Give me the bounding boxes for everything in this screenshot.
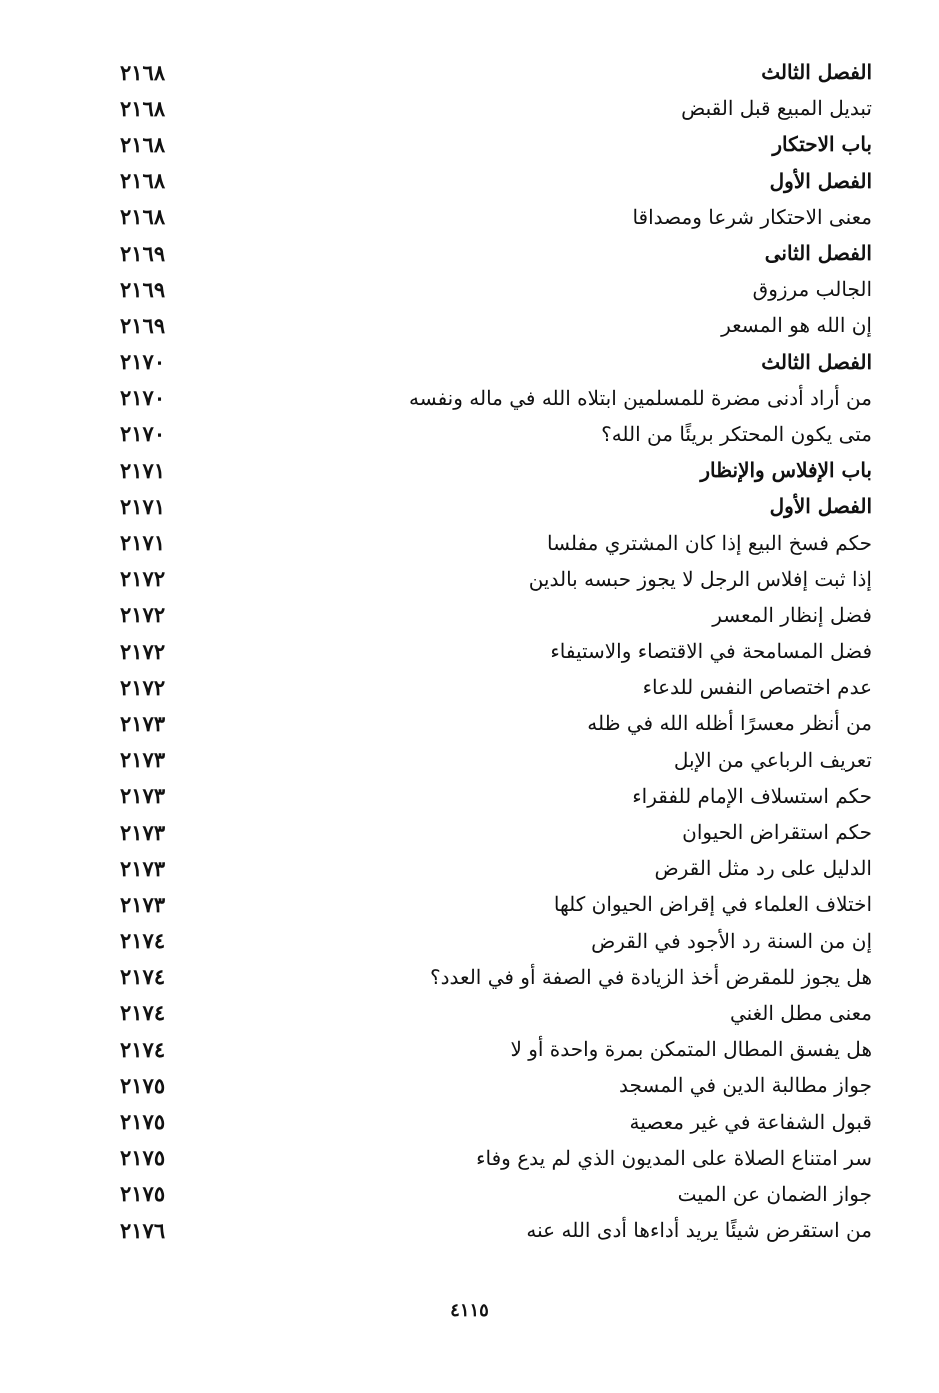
toc-row: [120, 54, 872, 90]
toc-page-number: ٢١٧٣: [120, 855, 166, 881]
toc-row: [120, 959, 872, 995]
table-of-contents: [120, 54, 872, 1248]
toc-row: [120, 995, 872, 1031]
toc-row: [120, 1031, 872, 1067]
toc-row: [120, 488, 872, 524]
toc-entry-title: إن الله هو المسعر: [721, 313, 872, 338]
toc-page-number: ٢١٧٥: [120, 1109, 166, 1135]
toc-page-number: ٢١٧٣: [120, 891, 166, 917]
page-number: ٤١١٥: [450, 1300, 489, 1321]
toc-page-number: ٢١٦٨: [120, 131, 166, 157]
toc-page-number: ٢١٦٨: [120, 204, 166, 230]
toc-entry-title: من أراد أدنى مضرة للمسلمين ابتلاه الله في ماله ونفسه: [409, 385, 872, 410]
toc-page-number: ٢١٧٥: [120, 1181, 166, 1207]
toc-entry-title: متى يكون المحتكر بريئًا من الله؟: [601, 421, 872, 446]
toc-page-number: ٢١٦٩: [120, 240, 166, 266]
toc-row: [120, 705, 872, 741]
toc-section-heading: الفصل الأول: [769, 168, 872, 193]
toc-entry-title: تعريف الرباعي من الإبل: [673, 747, 872, 772]
toc-entry-title: هل يفسق المطال المتمكن بمرة واحدة أو لا: [510, 1037, 872, 1062]
toc-page-number: ٢١٦٩: [120, 276, 166, 302]
toc-page-number: ٢١٧٢: [120, 674, 166, 700]
toc-entry-title: جواز الضمان عن الميت: [677, 1181, 872, 1206]
toc-section-heading: الفصل الثالث: [761, 349, 872, 374]
toc-row: [120, 1212, 872, 1248]
toc-page-number: ٢١٦٩: [120, 312, 166, 338]
toc-page-number: ٢١٧٣: [120, 783, 166, 809]
toc-section-heading: الفصل الثالث: [761, 60, 872, 85]
toc-section-heading: باب الاحتكار: [772, 132, 872, 157]
toc-page-number: ٢١٧٠: [120, 421, 166, 447]
toc-page-number: ٢١٧١: [120, 530, 166, 556]
toc-page-number: ٢١٧٣: [120, 819, 166, 845]
toc-row: [120, 452, 872, 488]
toc-entry-title: قبول الشفاعة في غير معصية: [629, 1109, 872, 1134]
toc-row: [120, 1176, 872, 1212]
toc-row: [120, 90, 872, 126]
toc-section-heading: الفصل الثانى: [764, 241, 872, 266]
toc-row: [120, 380, 872, 416]
toc-entry-title: عدم اختصاص النفس للدعاء: [642, 675, 872, 700]
toc-row: [120, 597, 872, 633]
toc-entry-title: إذا ثبت إفلاس الرجل لا يجوز حبسه بالدين: [528, 566, 872, 591]
toc-page-number: ٢١٧٢: [120, 602, 166, 628]
toc-row: [120, 307, 872, 343]
toc-page-number: ٢١٧٣: [120, 747, 166, 773]
toc-row: [120, 344, 872, 380]
toc-page-number: ٢١٧٢: [120, 566, 166, 592]
toc-row: [120, 524, 872, 560]
toc-page-number: ٢١٧٦: [120, 1217, 166, 1243]
toc-row: [120, 850, 872, 886]
toc-entry-title: حكم فسخ البيع إذا كان المشتري مفلسا: [546, 530, 872, 555]
toc-entry-title: سر امتناع الصلاة على المديون الذي لم يدع وفاء: [476, 1145, 872, 1170]
toc-page-number: ٢١٦٨: [120, 59, 166, 85]
toc-page-number: ٢١٧٥: [120, 1145, 166, 1171]
toc-page-number: ٢١٧٤: [120, 1000, 166, 1026]
toc-page-number: ٢١٧٠: [120, 349, 166, 375]
toc-row: [120, 271, 872, 307]
toc-row: [120, 633, 872, 669]
toc-row: [120, 814, 872, 850]
toc-section-heading: الفصل الأول: [769, 494, 872, 519]
toc-row: [120, 199, 872, 235]
toc-page-number: ٢١٦٨: [120, 168, 166, 194]
toc-entry-title: هل يجوز للمقرض أخذ الزيادة في الصفة أو في العدد؟: [430, 964, 872, 989]
toc-page-number: ٢١٦٨: [120, 95, 166, 121]
toc-page-number: ٢١٧٢: [120, 638, 166, 664]
toc-entry-title: معنى الاحتكار شرعا ومصداقا: [632, 204, 872, 229]
toc-row: [120, 778, 872, 814]
toc-entry-title: تبديل المبيع قبل القبض: [681, 96, 872, 121]
toc-section-heading: باب الإفلاس والإنظار: [700, 458, 872, 483]
toc-entry-title: من استقرض شيئًا يريد أداءها أدى الله عنه: [526, 1218, 872, 1243]
toc-entry-title: حكم استسلاف الإمام للفقراء: [632, 783, 872, 808]
toc-page-number: ٢١٧٠: [120, 385, 166, 411]
toc-entry-title: جواز مطالبة الدين في المسجد: [618, 1073, 872, 1098]
toc-row: [120, 416, 872, 452]
toc-row: [120, 886, 872, 922]
toc-entry-title: حكم استقراض الحيوان: [682, 820, 872, 845]
toc-page-number: ٢١٧١: [120, 493, 166, 519]
toc-row: [120, 163, 872, 199]
toc-entry-title: فضل إنظار المعسر: [712, 602, 872, 627]
toc-page-number: ٢١٧٣: [120, 710, 166, 736]
toc-entry-title: الدليل على رد مثل القرض: [654, 856, 872, 881]
toc-row: [120, 1067, 872, 1103]
toc-page-number: ٢١٧١: [120, 457, 166, 483]
toc-row: [120, 1103, 872, 1139]
toc-entry-title: الجالب مرزوق: [752, 277, 872, 302]
toc-page-number: ٢١٧٥: [120, 1072, 166, 1098]
toc-row: [120, 1140, 872, 1176]
toc-entry-title: من أنظر معسرًا أظله الله في ظله: [587, 711, 872, 736]
toc-page-number: ٢١٧٤: [120, 964, 166, 990]
toc-entry-title: معنى مطل الغني: [729, 1000, 872, 1025]
toc-row: [120, 669, 872, 705]
toc-row: [120, 923, 872, 959]
toc-page-number: ٢١٧٤: [120, 928, 166, 954]
toc-row: [120, 235, 872, 271]
toc-entry-title: إن من السنة رد الأجود في القرض: [591, 928, 872, 953]
toc-entry-title: اختلاف العلماء في إقراض الحيوان كلها: [553, 892, 872, 917]
toc-entry-title: فضل المسامحة في الاقتصاء والاستيفاء: [550, 639, 872, 664]
toc-row: [120, 126, 872, 162]
toc-row: [120, 561, 872, 597]
toc-row: [120, 742, 872, 778]
toc-page-number: ٢١٧٤: [120, 1036, 166, 1062]
